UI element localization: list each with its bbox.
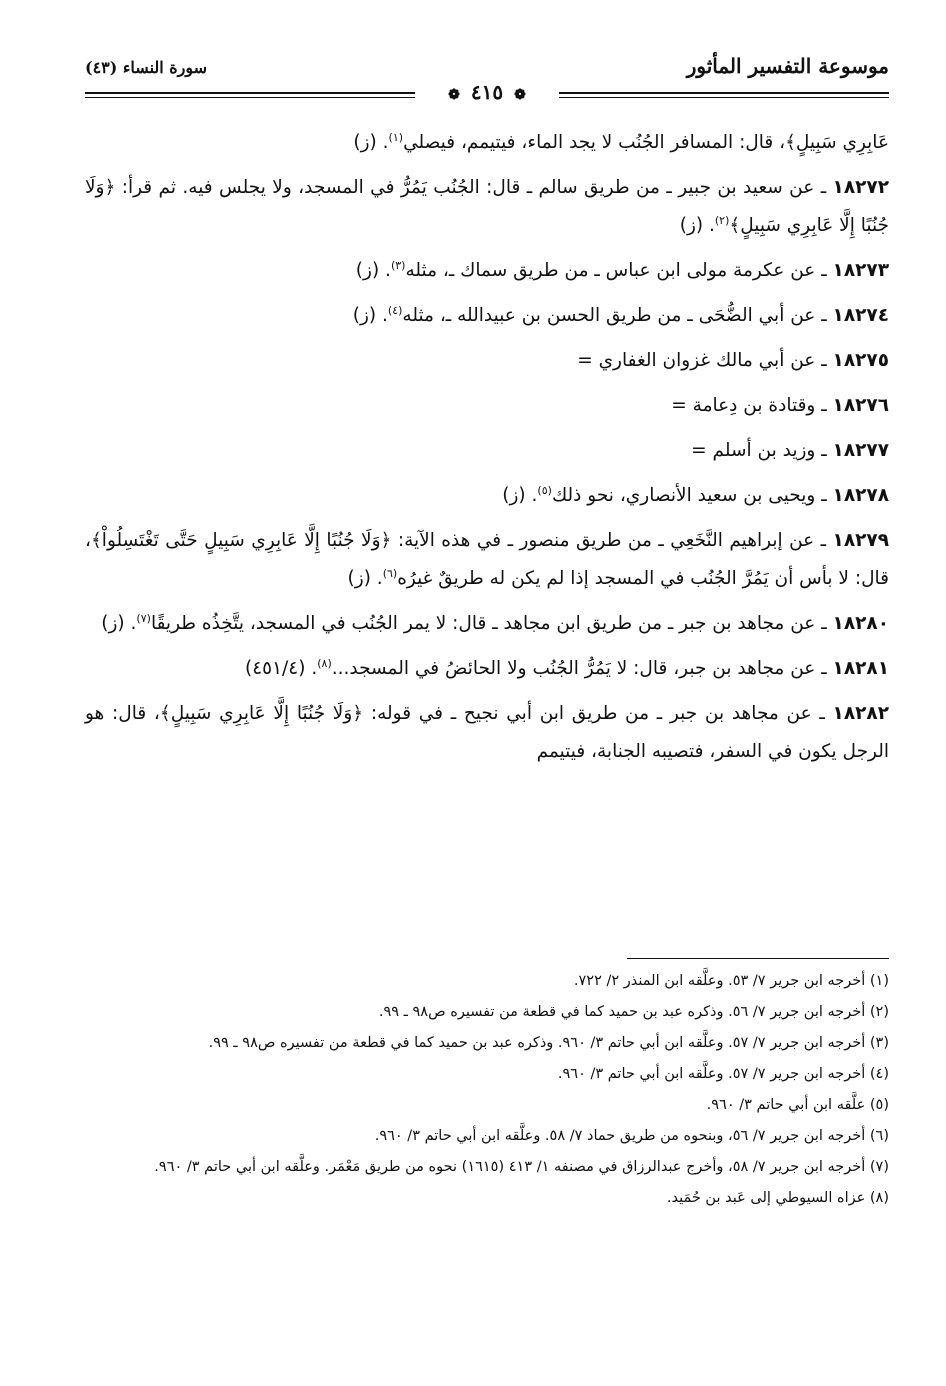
- narration-text: ـ عن أبي الضُّحَى ـ من طريق الحسن بن عبيدالله ـ، مثله: [402, 305, 833, 326]
- footnote: (٥) علَّقه ابن أبي حاتم ٣/ ٩٦٠.: [706, 1097, 889, 1113]
- narration-number: ١٨٢٧٨: [832, 485, 889, 506]
- footnote: (٨) عزاه السيوطي إلى عَبد بن حُمَيد.: [666, 1190, 889, 1206]
- narration-text: ـ عن أبي مالك غزوان الغفاري =: [577, 350, 833, 371]
- narration-tail: . (ز): [679, 215, 715, 236]
- page-number: ٤١٥: [470, 80, 504, 104]
- footnote-marker: (٧): [136, 611, 151, 625]
- narration-tail: . (ز): [353, 132, 389, 153]
- narration-paragraph: [85, 477, 889, 515]
- narration-text: ـ عن مجاهد بن جبر ـ من طريق ابن أبي نجيح ـ في قوله: ﴿وَلَا جُنُبًا إِلَّا عَابِرِي سَبِيلٍ﴾، قال: هو الرجل يكون في السفر، فتصيبه الجنابة، فيتيمم: [85, 703, 889, 762]
- narration-paragraph: [85, 297, 889, 335]
- surah-label: سورة النساء (٤٣): [85, 58, 208, 77]
- footnotes: [85, 966, 889, 1214]
- narration-text: ـ عن مجاهد بن جبر، قال: لا يَمُرُّ الجُنُب ولا الحائضُ في المسجد...: [331, 658, 833, 679]
- narration-text: ـ عن عكرمة مولى ابن عباس ـ من طريق سماك ـ، مثله: [405, 260, 833, 281]
- main-text: [85, 124, 889, 778]
- narration-tail: . (ز): [355, 260, 391, 281]
- narration-number: ١٨٢٧٤: [832, 305, 889, 326]
- narration-tail: . (ز): [352, 305, 388, 326]
- narration-paragraph: [85, 342, 889, 380]
- narration-number: ١٨٢٧٥: [832, 350, 889, 371]
- narration-paragraph: [85, 252, 889, 290]
- narration-text: ـ عن سعيد بن جبير ـ من طريق سالم ـ قال: الجُنُب يَمُرُّ في المسجد، ولا يجلس فيه. ثم قرأ: ﴿وَلَا جُنُبًا إِلَّا عَابِرِي سَبِيلٍ﴾: [85, 177, 889, 236]
- footnote-marker: (٥): [537, 483, 552, 497]
- footnote: (٣) أخرجه ابن جرير ٧/ ٥٧. وعلَّقه ابن أبي حاتم ٣/ ٩٦٠. وذكره عبد بن حميد كما في قطعة من تفسيره ص٩٨ ـ ٩٩.: [208, 1035, 889, 1051]
- narration-paragraph: [85, 169, 889, 245]
- narration-tail: . (ز): [101, 613, 137, 634]
- narration-text: ـ ويحيى بن سعيد الأنصاري، نحو ذلك: [551, 485, 833, 506]
- page-header: [85, 52, 889, 102]
- narration-text: ـ عن إبراهيم النَّخَعِي ـ من طريق منصور ـ في هذه الآية: ﴿وَلَا جُنُبًا إِلَّا عَابِرِي سَبِيلٍ حَتَّى تَغْتَسِلُواْ﴾، قال: لا بأس أن يَمُرَّ الجُنُب في المسجد إذا لم يكن له طريقٌ غيرُه: [85, 530, 889, 589]
- narration-paragraph: [85, 387, 889, 425]
- narration-paragraph: [85, 522, 889, 598]
- footnote-marker: (٦): [382, 566, 398, 580]
- header-rule-left: [85, 92, 415, 94]
- narration-tail: . (ز): [502, 485, 538, 506]
- footnote: (٤) أخرجه ابن جرير ٧/ ٥٧. وعلَّقه ابن أبي حاتم ٣/ ٩٦٠.: [557, 1066, 889, 1082]
- footnote-marker: (٣): [390, 258, 406, 272]
- narration-paragraph: [85, 695, 889, 771]
- narration-paragraph: [85, 650, 889, 688]
- header-rule-right: [559, 92, 889, 94]
- narration-paragraph: [85, 432, 889, 470]
- narration-number: ١٨٢٨٢: [832, 703, 889, 724]
- narration-number: ١٨٢٧٩: [832, 530, 889, 551]
- narration-tail: . (٤٥١/٤): [245, 658, 318, 679]
- narration-text: ـ وقتادة بن دِعامة =: [671, 395, 833, 416]
- narration-paragraph: [85, 124, 889, 162]
- narration-number: ١٨٢٨٠: [832, 613, 889, 634]
- footnote: (٦) أخرجه ابن جرير ٧/ ٥٦، وبنحوه من طريق حماد ٧/ ٥٨. وعلَّقه ابن أبي حاتم ٣/ ٩٦٠.: [374, 1128, 889, 1144]
- narration-text: عَابِرِي سَبِيلٍ﴾، قال: المسافر الجُنُب لا يجد الماء، فيتيمم، فيصلي: [403, 132, 889, 153]
- narration-number: ١٨٢٧٦: [832, 395, 889, 416]
- footnote-marker: (٢): [714, 213, 730, 227]
- footnote-marker: (١): [388, 130, 404, 144]
- footnote-marker: (٨): [317, 656, 332, 670]
- ornament-icon: ❁: [448, 87, 460, 103]
- narration-paragraph: [85, 605, 889, 643]
- footnote: (٢) أخرجه ابن جرير ٧/ ٥٦. وذكره عبد بن حميد كما في قطعة من تفسيره ص٩٨ ـ ٩٩.: [378, 1004, 889, 1020]
- footnote-divider: [627, 958, 889, 959]
- document-page: [85, 0, 889, 1386]
- footnote: (١) أخرجه ابن جرير ٧/ ٥٣. وعلَّقه ابن المنذر ٢/ ٧٢٢.: [573, 973, 889, 989]
- page-number-block: [415, 80, 559, 104]
- narration-number: ١٨٢٨١: [832, 658, 889, 679]
- book-title: موسوعة التفسير المأثور: [686, 54, 889, 78]
- narration-number: ١٨٢٧٧: [832, 440, 889, 461]
- footnote: (٧) أخرجه ابن جرير ٧/ ٥٨، وأخرج عبدالرزاق في مصنفه ١/ ٤١٣ (١٦١٥) نحوه من طريق مَعْمَر. وعلَّقه ابن أبي حاتم ٣/ ٩٦٠.: [154, 1159, 889, 1175]
- footnote-marker: (٤): [387, 303, 403, 317]
- narration-number: ١٨٢٧٣: [832, 260, 889, 281]
- narration-text: ـ وزيد بن أسلم =: [691, 440, 833, 461]
- narration-tail: . (ز): [347, 568, 383, 589]
- narration-number: ١٨٢٧٢: [832, 177, 889, 198]
- ornament-icon: ❁: [514, 87, 526, 103]
- narration-text: ـ عن مجاهد بن جبر ـ من طريق ابن مجاهد ـ قال: لا يمر الجُنُب في المسجد، يتَّخِذُه طريقًا: [150, 613, 833, 634]
